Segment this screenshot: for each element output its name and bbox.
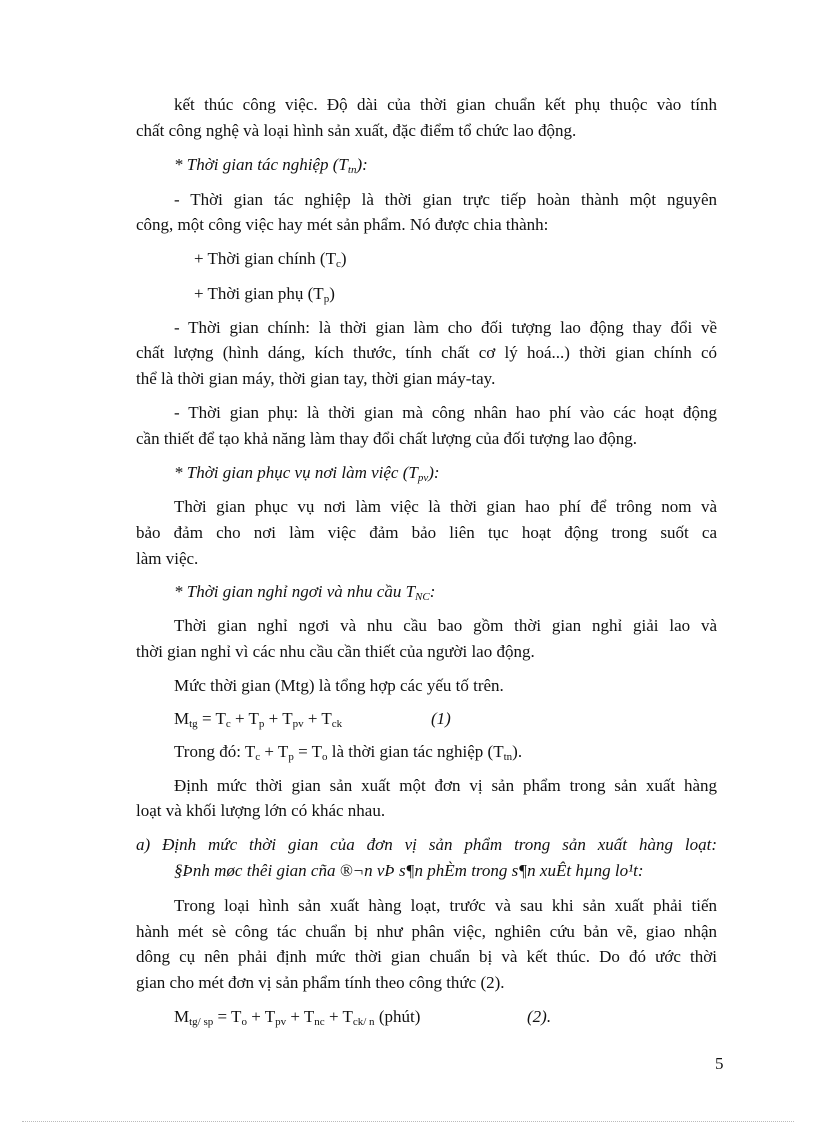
paragraph-line: bảo đảm cho nơi làm việc đảm bảo liên tục hoạt động trong suốt ca: [136, 523, 717, 542]
paragraph-line: làm việc.: [136, 549, 199, 568]
section-heading: * Thời gian phục vụ nơi làm việc $(T_{pv})$:: [174, 463, 440, 484]
paragraph-line: gian cho mét đơn vị sản phẩm tính theo công thức (2).: [136, 973, 505, 992]
paragraph-line: thể là thời gian máy, thời gian tay, thời gian máy-tay.: [136, 369, 496, 388]
paragraph-line: - Thời gian tác nghiệp là thời gian trực tiếp hoàn thành một nguyên: [174, 190, 717, 209]
paragraph-line: Trong loại hình sản xuất hàng loạt, trước và sau khi sản xuất phải tiến: [174, 896, 717, 915]
section-heading: * Thời gian tác nghiệp $(T_{tn})$:: [174, 155, 368, 176]
paragraph-line: Định mức thời gian sản xuất một đơn vị sản phẩm trong sản xuất hàng: [174, 776, 717, 795]
paragraph-line: chất công nghệ và loại hình sản xuất, đặc điểm tổ chức lao động.: [136, 121, 577, 140]
paragraph-line: Thời gian phục vụ nơi làm việc là thời gian hao phí để trông nom và: [174, 497, 717, 516]
paragraph-line: Trong đó: $T_c + T_p = T_o$ là thời gian tác nghiệp $(T_{tn})$.: [174, 742, 523, 763]
paragraph-line: - Thời gian chính: là thời gian làm cho đối tượng lao động thay đổi về: [174, 318, 717, 337]
paragraph-line: dông cụ nên phải định mức thời gian chuẩn bị và kết thúc. Do đó ước thời: [136, 947, 717, 966]
paragraph-line: Thời gian nghỉ ngơi và nhu cầu bao gồm thời gian nghỉ giải lao và: [174, 616, 717, 635]
formula-1-number: (1): [431, 709, 451, 728]
formula-1: $M_{tg} = T_c + T_p + T_{pv} + T_{ck}$: [174, 709, 343, 730]
paragraph-line: thời gian nghỉ vì các nhu cầu cần thiết của người lao động.: [136, 642, 535, 661]
page-bottom-divider: [22, 1121, 794, 1122]
list-item: + Thời gian phụ $(T_p)$: [194, 284, 335, 305]
paragraph-line: - Thời gian phụ: là thời gian mà công nhân hao phí vào các hoạt động: [174, 403, 717, 422]
paragraph-line: công, một công việc hay mét sản phẩm. Nó được chia thành:: [136, 215, 549, 234]
subsection-heading-garbled: §Þnh møc thêi gian cña ®¬n vÞ s¶n phÈm trong s¶n xuÊt hµng lo¹t:: [174, 861, 644, 880]
paragraph-line: loạt và khối lượng lớn có khác nhau.: [136, 801, 386, 820]
formula-2: $M_{tg/ sp} = T_o + T_{pv} + T_{nc} + T_{ck/ n}$ (phút): [174, 1007, 421, 1028]
subsection-heading: a) Định mức thời gian của đơn vị sản phẩm trong sản xuất hàng loạt:: [136, 835, 717, 854]
page-number: 5: [715, 1054, 724, 1073]
paragraph-line: Mức thời gian (Mtg) là tổng hợp các yếu tố trên.: [174, 676, 504, 695]
formula-2-number: (2).: [527, 1007, 552, 1026]
list-item: + Thời gian chính $(T_c)$: [194, 249, 347, 270]
paragraph-line: kết thúc công việc. Độ dài của thời gian chuẩn kết phụ thuộc vào tính: [174, 95, 717, 114]
paragraph-line: hành mét sè công tác chuẩn bị như phân việc, nghiên cứu bản vẽ, giao nhận: [136, 922, 717, 941]
paragraph-line: cần thiết để tạo khả năng làm thay đổi chất lượng của đối tượng lao động.: [136, 429, 637, 448]
section-heading: * Thời gian nghỉ ngơi và nhu cầu $T_{NC}$:: [174, 582, 436, 603]
paragraph-line: chất lượng (hình dáng, kích thước, tính chất cơ lý hoá...) thời gian chính có: [136, 343, 717, 362]
